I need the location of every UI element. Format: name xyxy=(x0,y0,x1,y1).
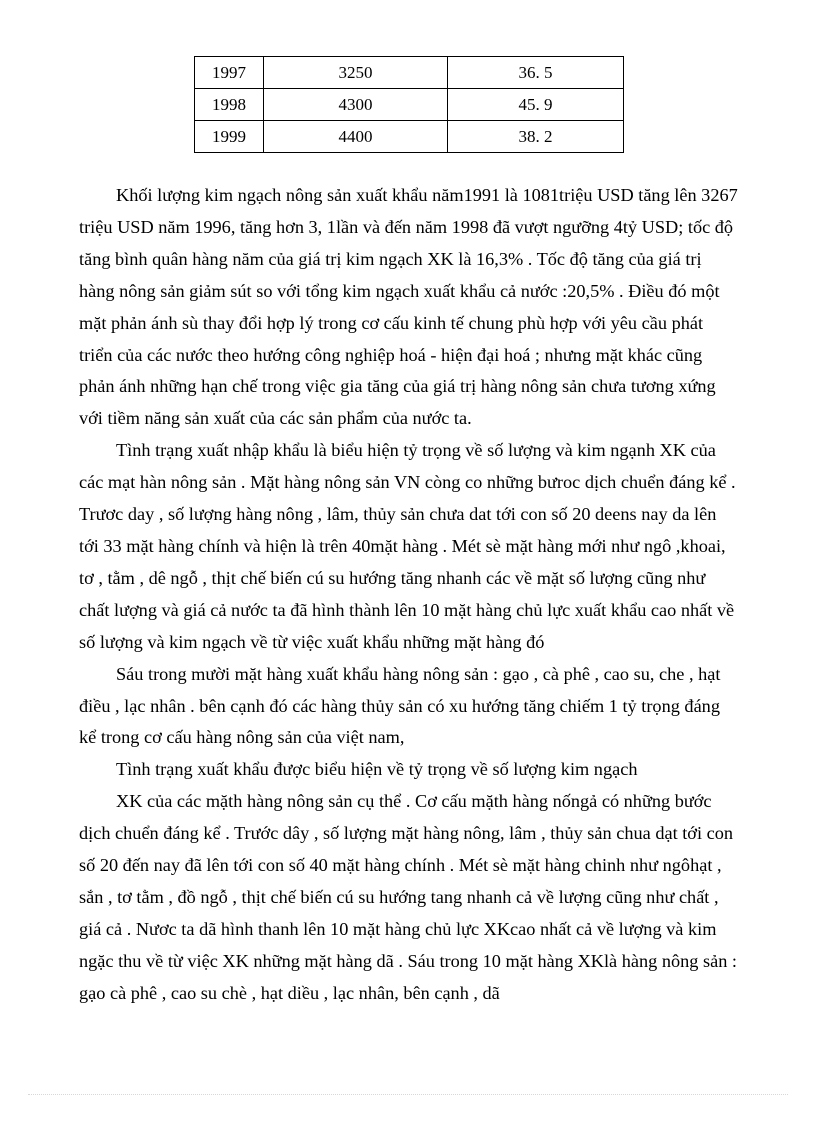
paragraph-import-export-status: Tình trạng xuất nhập khẩu là biểu hiện tỷ trọng về số lượng và kim ngạnh XK của các mạt hàn nông sản . Mặt hàng nông sản VN còng co những bưroc dịch chuển đáng kể . Trươc day , số lượng hàng nông , lâm, thủy sản chưa dat tới con số 20 deens nay da lên tới 33 mặt hàng chính và hiện là trên 40mặt hàng . Mét sè mặt hàng mới như ngô ,khoai, tơ , tằm , dê ngỗ , thịt chế biến cú su hướng tăng nhanh các về mặt số lượng cũng như chất lượng và giá cả nước ta đã hình thành lên 10 mặt hàng chủ lực xuất khẩu cao nhất về số lượng và kim ngạch về từ việc xuất khẩu những mặt hàng đó xyxy=(79,440,736,652)
statistics-table xyxy=(194,56,624,153)
paragraph-structure-change: XK của các mặth hàng nông sản cụ thể . Cơ cấu mặth hàng nốngả có những bước dịch chuển đáng kể . Trước dây , số lượng mặt hàng nông, lâm , thủy sản chua dạt tới con số 20 đến nay đã lên tới con số 40 mặt hàng chính . Mét sè mặt hàng chinh như ngôhạt , sắn , tơ tằm , đồ ngỗ , thịt chế biến cú su hướng tang nhanh cả về lượng cũng như chất , giá cả . Nươc ta dã hình thanh lên 10 mặt hàng chủ lực XKcao nhất cả về lượng và kim ngặc thu về từ việc XK những mặt hàng dã . Sáu trong 10 mặt hàng XKlà hàng nông sản : gạo cà phê , cao su chè , hạt diều , lạc nhân, bên cạnh , dã xyxy=(79,791,737,1003)
value-cell: 3250 xyxy=(264,57,448,89)
percent-cell: 38. 2 xyxy=(448,121,624,153)
year-cell: 1999 xyxy=(195,121,264,153)
paragraph-six-of-ten: Sáu trong mười mặt hàng xuất khẩu hàng nông sản : gạo , cà phê , cao su, che , hạt điều , lạc nhân . bên cạnh đó các hàng thủy sản có xu hướng tăng chiếm 1 tỷ trọng đáng kể trong cơ cấu hàng nông sản của việt nam, xyxy=(79,663,721,748)
percent-cell: 36. 5 xyxy=(448,57,624,89)
value-cell: 4300 xyxy=(264,89,448,121)
page-bottom-divider xyxy=(28,1094,788,1095)
value-cell: 4400 xyxy=(264,121,448,153)
paragraph-export-volume: Khối lượng kim ngạch nông sản xuất khẩu năm1991 là 1081triệu USD tăng lên 3267 triệu USD năm 1996, tăng hơn 3, 1lần và đến năm 1998 đã vượt ngưỡng 4tỷ USD; tốc độ tăng bình quân hàng năm của giá trị kim ngạch XK là 16,3% . Tốc độ tăng của giá trị hàng nông sản giảm sút so với tổng kim ngạch xuất khẩu cả nước :20,5% . Điều đó một mặt phản ánh sù thay đổi hợp lý trong cơ cấu kinh tế chung phù hợp với yêu cầu phát triển của các nước theo hướng công nghiệp hoá - hiện đại hoá ; nhưng mặt khác cũng phản ánh những hạn chế trong việc gia tăng của giá trị hàng nông sản chưa tương xứng với tiềm năng sản xuất của các sản phẩm của nước ta. xyxy=(79,185,738,429)
year-cell: 1998 xyxy=(195,89,264,121)
table-row xyxy=(195,89,624,121)
year-cell: 1997 xyxy=(195,57,264,89)
table-row xyxy=(195,121,624,153)
paragraph-export-status-heading: Tình trạng xuất khẩu được biểu hiện về tỷ trọng về số lượng kim ngạch xyxy=(116,759,638,780)
table-row xyxy=(195,57,624,89)
document-body xyxy=(79,180,739,1010)
percent-cell: 45. 9 xyxy=(448,89,624,121)
